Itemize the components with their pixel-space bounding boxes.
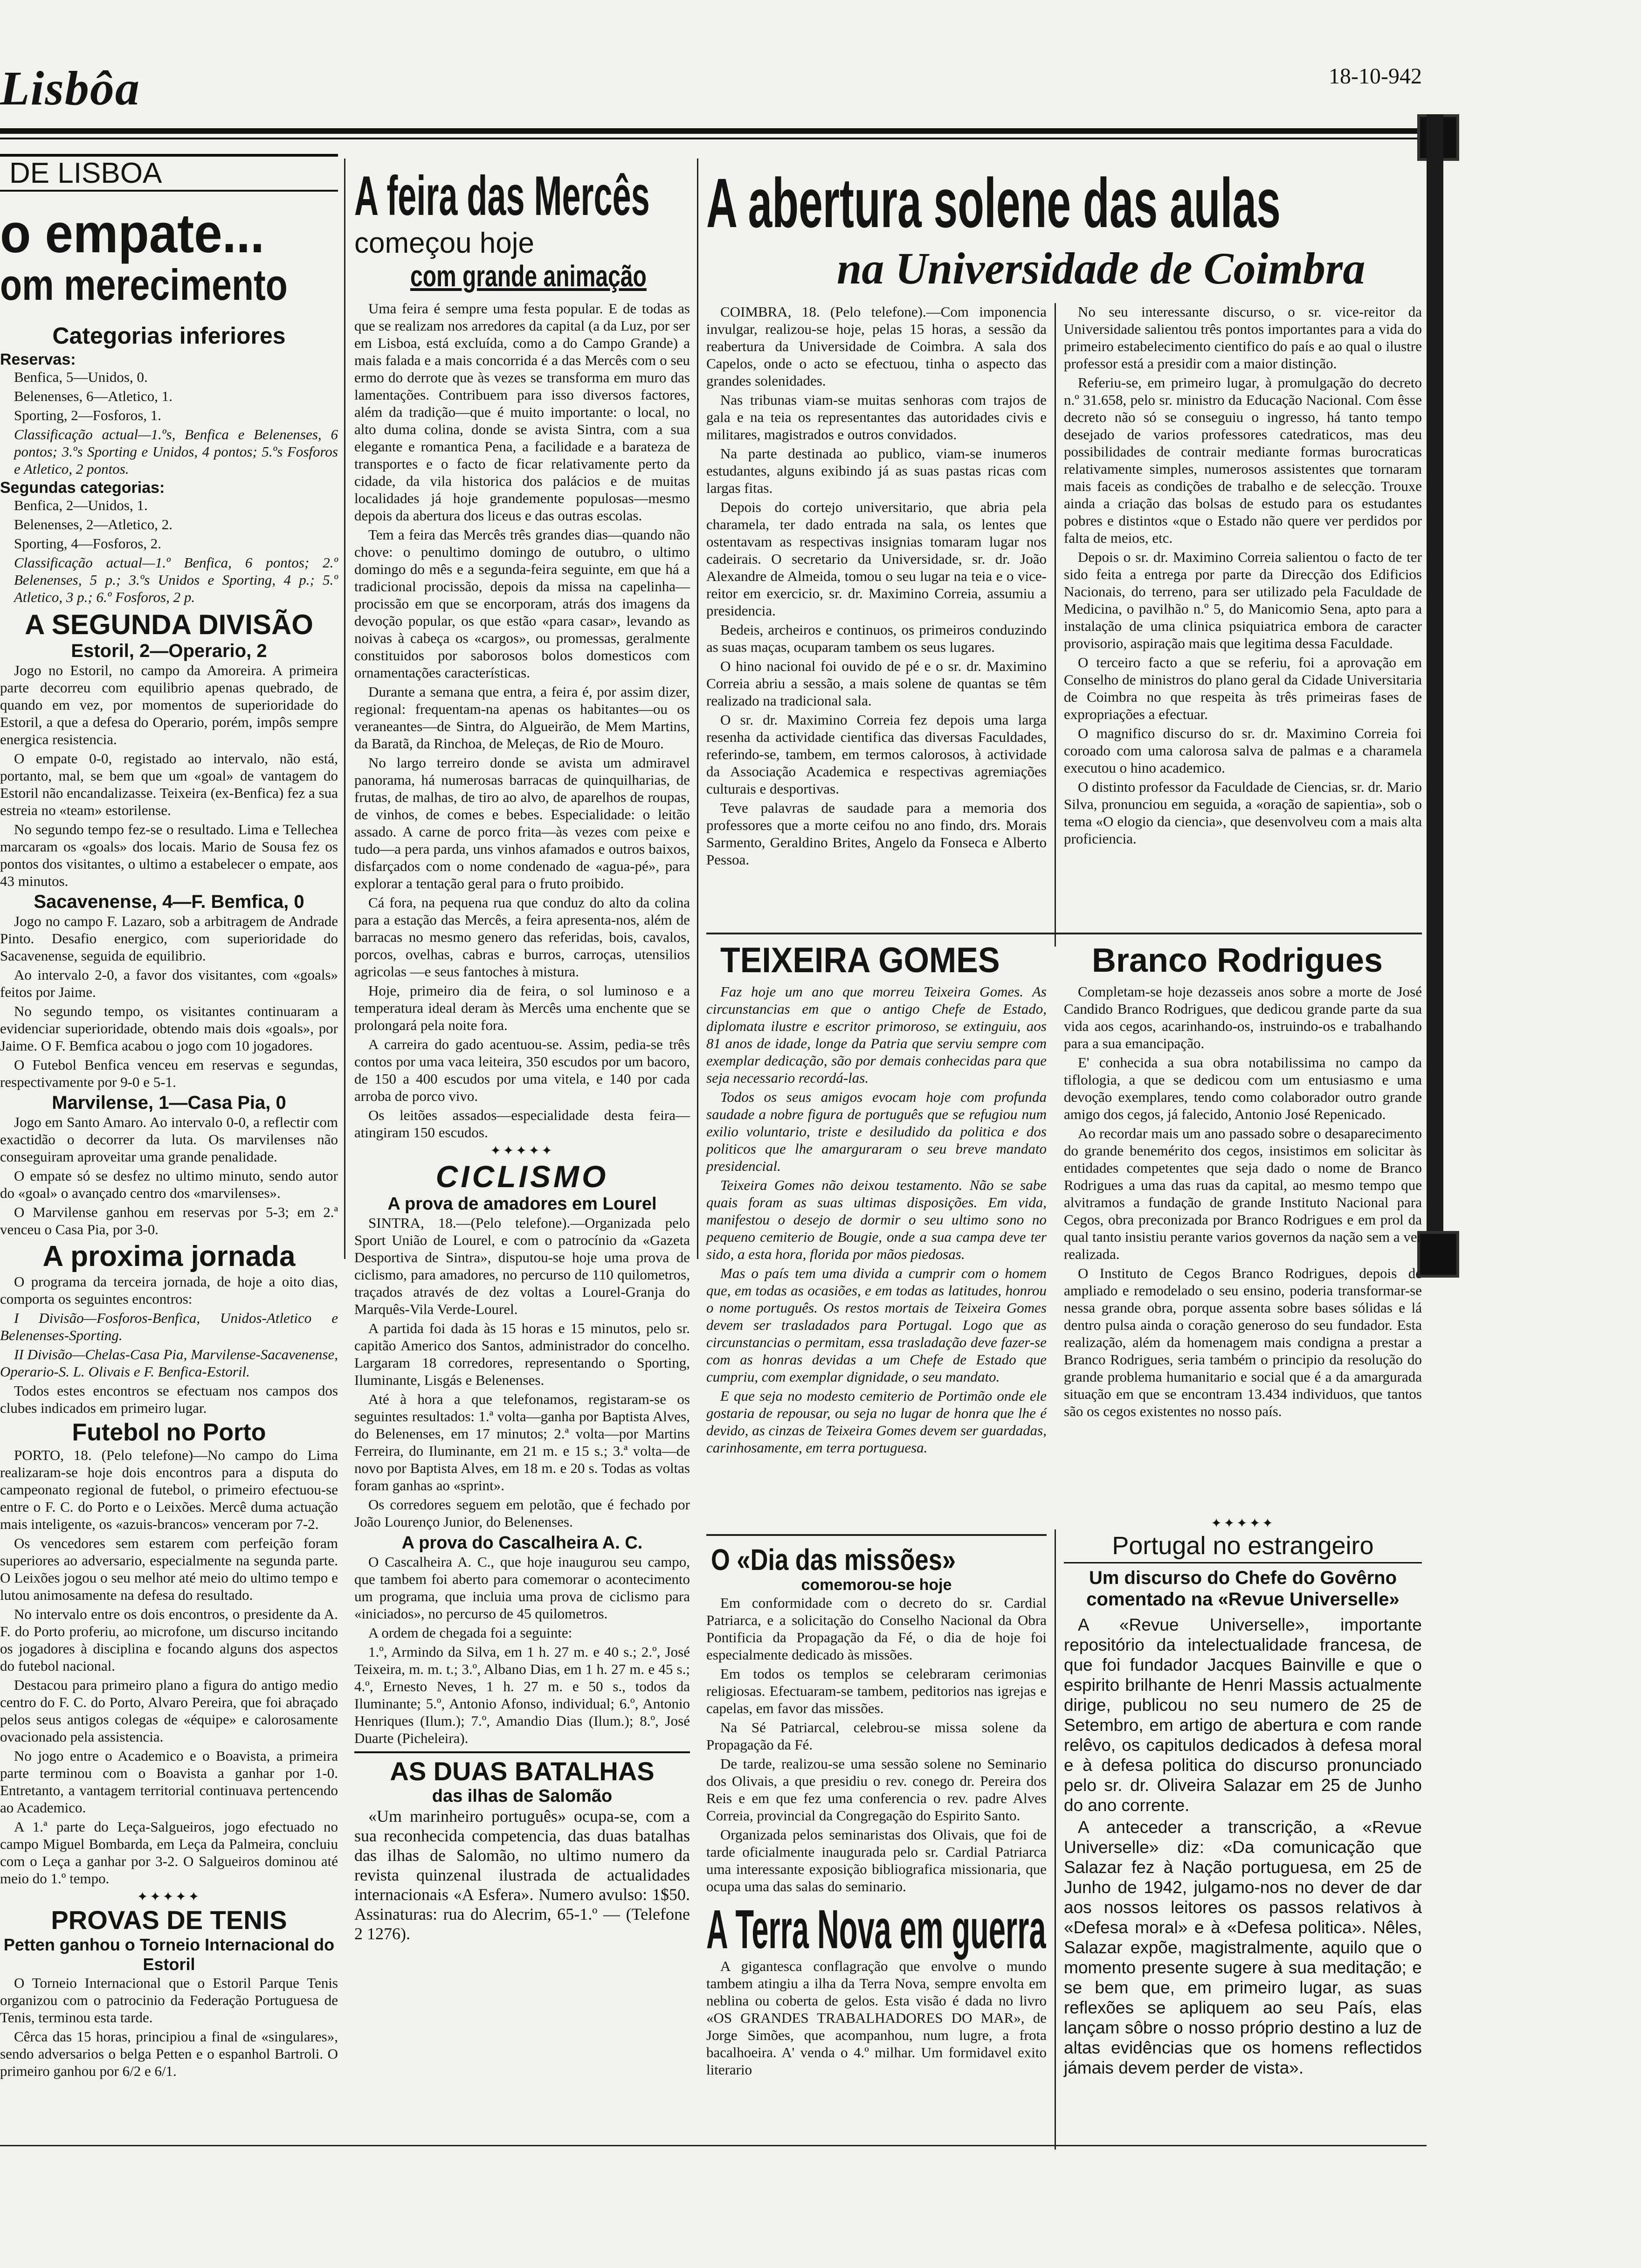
article-body — [706, 983, 1047, 1456]
paragraph: Mas o país tem uma divida a cumprir com o homem que, em todas as ocasiões, e em todas as latitudes, honrou o nome português. Os restos mortais de Teixeira Gomes devem ser trasladados para Portugal. Logo que as circunstancias o permitam, essa trasladação deve fazer-se com as honras devidas a um Chefe de Estado que cumpriu, com exemplar dignidade, o seu mandato. — [706, 1265, 1047, 1385]
paragraph: Referiu-se, em primeiro lugar, à promulgação do decreto n.º 31.658, pelo sr. ministro da Educação Nacional. Com êsse decreto não só se conseguiu o ingresso, há tanto tempo desejado de varios professores catedraticos, mas deu possibilidades de contrair mediante formas burocraticas relativamente simples, numerosos assistentes que tornaram mais faceis as condições de trabalho e de selecção. Trouxe ainda a criação das bolsas de estudo para os estudantes pobres e distintos «que o Estado não quere ver perdidos por falta de meios, etc. — [1064, 374, 1422, 546]
paragraph: A «Revue Universelle», importante repositório da intelectualidade francesa, de que foi fundador Jacques Bainville e que o espirito brilhante de Henri Massis actualmente dirige, publicou no seu numero de 25 de Setembro, em artigo de abertura e com rande relêvo, os capitulos dedicados à defesa moral e à defesa politica do discurso pronunciado pelo sr. dr. Oliveira Salazar em 25 de Junho do ano corrente. — [1064, 1615, 1422, 1815]
article-body — [0, 662, 338, 890]
ornament: ✦✦✦✦✦ — [1211, 1516, 1275, 1531]
paragraph: Todos estes encontros se efectuam nos campos dos clubes indicados em primeiro lugar. — [0, 1383, 338, 1416]
standings: Classificação actual—1.ºs, Benfica e Belenenses, 6 pontos; 3.ºs Sporting e Unidos, 4 pontos; 5.ºs Fosforos e Atletico, 2 pontos. — [14, 426, 338, 477]
subhead: A prova de amadores em Lourel — [387, 1194, 657, 1214]
paragraph: A gigantesca conflagração que envolve o mundo tambem atingiu a ilha da Terra Nova, sempre envolta em neblina ou coberta de gelos. Esta visão é dada no livro «OS GRANDES TRABALHADORES DO MAR», de Jorge Simões, que acompanhou, num lugre, a frota bacalhoeira. A' venda o 4.º milhar. Um formidavel exito literario — [706, 1958, 1047, 2078]
subhead: das ilhas de Salomão — [432, 1786, 613, 1806]
paragraph: A partida foi dada às 15 horas e 15 minutos, pelo sr. capitão Americo dos Santos, administrador do concelho. Largaram 18 corredores, representando o Sporting, Iluminante, Lisgás e Belenenses. — [354, 1320, 690, 1388]
page-edge-strip — [1427, 114, 1443, 1247]
issue-date: 18-10-942 — [1329, 64, 1422, 89]
standings: Classificação actual—1.º Benfica, 6 pontos; 2.º Belenenses, 5 p.; 3.ºs Unidos e Sporting, 4 p.; 5.º Atletico, 3 p.; 6.º Fosforos, 2 p. — [14, 554, 338, 605]
paragraph: Bedeis, archeiros e continuos, os primeiros conduzindo as suas maças, ocuparam tambem os seus lugares. — [706, 622, 1047, 655]
paragraph: No segundo tempo, os visitantes continuaram a evidenciar superioridade, obtendo mais dois «goals», por Jaime. O F. Bemfica acabou o jogo com 10 jogadores. — [0, 1003, 338, 1054]
newspaper-title: Lisbôa — [0, 62, 140, 115]
result-line: Benfica, 5—Unidos, 0. — [14, 369, 148, 385]
paragraph: O sr. dr. Maximino Correia fez depois uma larga resenha da actividade cientifica das diversas Faculdades, referindo-se, tambem, em termos calorosos, à actividade da Associação Academica e respectivas agremiações culturais e desportivas. — [706, 712, 1047, 797]
section-label: DE LISBOA — [0, 154, 338, 192]
paragraph: De tarde, realizou-se uma sessão solene no Seminario dos Olivais, a que presidiu o rev. conego dr. Pereira dos Reis e em que fez uma conferencia o rev. padre Alves Correia, provincial da Congregação do Espirito Santo. — [706, 1756, 1047, 1824]
article-body — [354, 300, 690, 1141]
paragraph: Os corredores seguem em pelotão, que é fechado por João Lourenço Junior, do Belenenses. — [354, 1496, 690, 1530]
paragraph: A ordem de chegada foi a seguinte: — [368, 1625, 572, 1641]
column-divider — [1055, 1529, 1056, 2150]
paragraph: Teve palavras de saudade para a memoria dos professores que a morte ceifou no ano findo, drs. Morais Sarmento, Geraldino Brites, Angelo da Fonseca e Alberto Pessoa. — [706, 800, 1047, 868]
paragraph: COIMBRA, 18. (Pelo telefone).—Com imponencia invulgar, realizou-se hoje, pelas 15 horas, a sessão da reabertura da Universidade de Coimbra. A sala dos Capelos, onde o acto se efectuou, tinha o aspecto das grandes solenidades. — [706, 304, 1047, 389]
paragraph: Uma feira é sempre uma festa popular. E de todas as que se realizam nos arredores da capital (a da Luz, por ser em Lisboa, está excluída, como a do Campo Grande) a mais falada e a mais concorrida é a das Mercês com o seu ermo do derrote que às vezes se transforma em muro das lamentações. Contribuem para isso diversos factores, além da tradição—que é muito importante: o local, no alto duma colina, donde se avista Sintra, com a sua elegante e romantica Pena, a facilidade e a barateza de transportes e o facto de ficar relativamente perto da cidade, da vila historica dos palácios e de muitas localidades já hoje grandemente populosas—mesmo depois da abertura dos liceus e das outras escolas. — [354, 300, 690, 524]
paragraph: Na Sé Patriarcal, celebrou-se missa solene da Propagação da Fé. — [706, 1719, 1047, 1753]
paragraph: Ao recordar mais um ano passado sobre o desaparecimento do grande benemérito dos cegos, insistimos em solicitar às entidades competentes que seja dado o nome de Branco Rodrigues a uma das ruas da capital, ao mesmo tempo que alvitramos a fundação de grande Instituto Nacional para Cegos, obra preconizada por Branco Rodrigues e em prol da qual tanto insistiu perante varios governos da nação sem a ver realizada. — [1064, 1125, 1422, 1262]
subhead: Um discurso do Chefe do Govêrno comentado na «Revue Universelle» — [1086, 1568, 1400, 1610]
headline: om merecimento — [0, 260, 288, 309]
branco-article — [1064, 942, 1422, 1422]
teixeira-article — [706, 942, 1047, 1458]
subhead: Petten ganhou o Torneio Internacional do Estoril — [3, 1935, 335, 1974]
paragraph: O programa da terceira jornada, de hoje a oito dias, comporta os seguintes encontros: — [0, 1273, 338, 1307]
result-line: Belenenses, 6—Atletico, 1. — [14, 388, 173, 404]
section-divider — [706, 1534, 1047, 1536]
paragraph: Tem a feira das Mercês três grandes dias—quando não chove: o penultimo domingo de outubro, o ultimo domingo do mês e a segunda-feira seguinte, em que há a tradicional procissão, depois da missa na capelinha—procissão em que se encorporam, atrás dos imagens da devoção popular, os que estão «para casar», levando as noivas à cabeça os «cargos», ou promessas, geralmente constituidos por saborosos bolos domesticos com ornamentações características. — [354, 526, 690, 681]
subhead: começou hoje — [354, 227, 535, 259]
headline: TEIXEIRA GOMES — [720, 940, 1000, 980]
results-block — [0, 351, 338, 606]
masthead-rule-thin — [0, 138, 1427, 139]
paragraph: Depois o sr. dr. Maximino Correia salientou o facto de ter sido feita a entrega por parte da Direcção dos Edificios Nacionais, do terreno, para ser utilizado pela Faculdade de Medicina, o pavilhão n.º 5, do Manicomio Sena, apto para a instalação de uma clinica psiquiatrica embora de caracter provisorio, aspiração mais que legitima dessa Faculdade. — [1064, 549, 1422, 651]
article-body — [1064, 983, 1422, 1420]
subhead: PROVAS DE TENIS — [51, 1905, 287, 1935]
column-divider — [344, 159, 345, 1259]
subhead: com grande animação — [410, 259, 647, 293]
headline: A abertura solene das aulas — [706, 164, 1281, 242]
paragraph: Cá fora, na pequena rua que conduz do alto da colina para a estação das Mercês, a feira apresenta-nos, além de barracas no mesmo genero das referidas, bois, cavalos, porcos, ovelhas, cabras e burros, carroças, utensilios agricolas —e seus fantoches à mistura. — [354, 894, 690, 980]
subhead: A prova do Cascalheira A. C. — [401, 1533, 643, 1553]
paragraph: O Futebol Benfica venceu em reservas e segundas, respectivamente por 9-0 e 5-1. — [0, 1057, 338, 1090]
paragraph: No jogo entre o Academico e o Boavista, a primeira parte terminou com o Boavista a ganhar por 1-0. Entretanto, a vantagem territorial continuava pertencendo ao Academico. — [0, 1748, 338, 1816]
result-line: Benfica, 2—Unidos, 1. — [14, 497, 148, 513]
subhead: na Universidade de Coimbra — [837, 243, 1365, 293]
subhead: AS DUAS BATALHAS — [354, 1751, 690, 1786]
paragraph: Jogo no Estoril, no campo da Amoreira. A primeira parte decorreu com equilibrio apenas quebrado, de quando em vez, por momentos de superioridade do Estoril, a que a defesa do Operario, porém, impôs sempre energica resistencia. — [0, 662, 338, 747]
paragraph: Na parte destinada ao publico, viam-se inumeros estudantes, alguns exibindo já as suas pastas ricas com largas fitas. — [706, 445, 1047, 496]
paragraph: «Um marinheiro português» ocupa-se, com a sua reconhecida competencia, das duas batalhas das ilhas de Salomão, no ultimo numero da revista quinzenal ilustrada de actualidades internacionais «A Esfera». Numero avulso: 1$50. Assinaturas: rua do Alecrim, 65-1.º — (Telefone 2 1276). — [354, 1807, 690, 1943]
paragraph: O distinto professor da Faculdade de Ciencias, sr. dr. Mario Silva, pronunciou em seguida, a «oração de sapientia», sob o tema «O elogio da ciencia», que desenvolveu com a mais alta proficiencia. — [1064, 779, 1422, 847]
paragraph: O empate só se desfez no ultimo minuto, sendo autor do «goal» o avançado centro dos «marvilenses». — [0, 1168, 338, 1201]
paragraph: No seu interessante discurso, o sr. vice-reitor da Universidade salientou três pontos importantes para a vida do primeiro estabelecimento cientifico do país e ao qual o ilustre professor está a presidir com a maior distinção. — [1064, 304, 1422, 372]
article-body — [354, 1553, 690, 1747]
column-sports — [0, 154, 338, 2081]
column-divider — [1055, 303, 1056, 947]
article-body — [1064, 303, 1422, 847]
paragraph: O hino nacional foi ouvido de pé e o sr. dr. Maximino Correia abriu a sessão, a mais solene de quantas se têm realizado na tradicional sala. — [706, 658, 1047, 709]
paragraph: Em todos os templos se celebraram cerimonias religiosas. Efectuaram-se tambem, peditorios nas igrejas e capelas, em favor das missões. — [706, 1666, 1047, 1716]
column-divider — [697, 159, 698, 1259]
headline: A feira das Mercês — [354, 165, 650, 227]
paragraph: 1.º, Armindo da Silva, em 1 h. 27 m. e 40 s.; 2.º, José Teixeira, m. m. t.; 3.º, Albano Dias, em 1 h. 27 m. e 45 s.; 4.º, Ernesto Neves, 1 h. 27 m. e 50 s., todos da Iluminante; 5.º, Antonio Afonso, individual; 6.º, Antonio Henriques (Ilum.); 7.º, Amandio Dias (Ilum.); 8.º, José Duarte (Picheleira). — [354, 1644, 690, 1746]
subhead: Futebol no Porto — [72, 1419, 266, 1446]
paragraph: O Cascalheira A. C., que hoje inaugurou seu campo, que tambem foi aberto para comemorar o acontecimento um programa, que incluia uma prova de ciclismo para «iniciados», no percurso de 45 quilometros. — [354, 1554, 690, 1622]
paragraph: Jogo no campo F. Lazaro, sob a arbitragem de Andrade Pinto. Desafio energico, com superioridade do Sacavenense, seguida de equilibrio. — [0, 913, 338, 964]
missoes-article — [706, 1543, 1047, 2080]
headline: O «Dia das missões» — [711, 1543, 956, 1577]
paragraph: Destacou para primeiro plano a figura do antigo medio centro do F. C. do Porto, Alvaro Pereira, que foi abraçado pelos seus antigos colegas de «équipe» e calorosamente ovacionado pela assistencia. — [0, 1677, 338, 1745]
result-line: Belenenses, 2—Atletico, 2. — [14, 516, 173, 532]
article-body — [0, 1273, 338, 1417]
paragraph: PORTO, 18. (Pelo telefone)—No campo do Lima realizaram-se hoje dois encontros para a disputa do campeonato regional de futebol, o primeiro efectuou-se entre o F. C. do Porto e o Leixões. Mercê duma actuação mais inteligente, os «azuis-brancos» venceram por 7-2. — [0, 1447, 338, 1532]
paragraph: Jogo em Santo Amaro. Ao intervalo 0-0, a reflectir com exactidão o decorrer da luta. Os marvilenses não conseguiram aproveitar uma grande penalidade. — [0, 1114, 338, 1165]
match-head: Marvilense, 1—Casa Pia, 0 — [52, 1093, 286, 1113]
paragraph: E' conhecida a sua obra notabilissima no campo da tiflologia, a que se dedicou com um entusiasmo e uma devoção exemplares, tendo como colaborador outro grande amigo dos cegos, já falecido, Antonio José Repenicado. — [1064, 1054, 1422, 1122]
paragraph: I Divisão—Fosforos-Benfica, Unidos-Atletico e Belenenses-Sporting. — [0, 1310, 338, 1343]
article-body — [1064, 1615, 1422, 2078]
coimbra-text-left — [706, 303, 1047, 870]
article-body — [0, 1446, 338, 1887]
paragraph: O Marvilense ganhou em reservas por 5-3; em 2.ª venceu o Casa Pia, por 3-0. — [0, 1204, 338, 1238]
paragraph: Em conformidade com o decreto do sr. Cardial Patriarca, e a solicitação do Conselho Nacional da Obra Pontificia da Propagação da Fé, o dia de hoje foi especialmente dedicado às missões. — [706, 1595, 1047, 1663]
subhead: A SEGUNDA DIVISÃO — [25, 609, 313, 640]
paragraph: Ao intervalo 2-0, a favor dos visitantes, com «goals» feitos por Jaime. — [0, 967, 338, 1000]
paragraph: No intervalo entre os dois encontros, o presidente da A. F. do Porto proferiu, ao microfone, um discurso incitando os jogadores à disciplina e focando alguns dos aspectos do futebol nacional. — [0, 1606, 338, 1674]
subhead: comemorou-se hoje — [801, 1576, 952, 1594]
portugal-article — [1064, 1515, 1422, 2080]
article-body — [706, 303, 1047, 868]
subhead: Segundas categorias: — [0, 479, 165, 497]
page-bottom-rule — [0, 2145, 1427, 2146]
paragraph: Cêrca das 15 horas, principiou a final de «singulares», sendo adversarios o belga Petten e o espanhol Bartroli. O primeiro ganhou por 6/2 e 6/1. — [0, 2028, 338, 2079]
paragraph: Até à hora a que telefonamos, registaram-se os seguintes resultados: 1.ª volta—ganha por Baptista Alves, do Belenenses, em 17 minutos; 2.ª volta—por Martins Ferreira, do Iluminante, em 21 m. e 15 s.; 3.ª volta—de novo por Baptista Alves, em 18 m. e 20 s. Todas as voltas foram ganhas ao «sprint». — [354, 1391, 690, 1494]
edge-marker — [1417, 1231, 1459, 1278]
coimbra-text-right — [1064, 303, 1422, 849]
ornament: ✦✦✦✦✦ — [137, 1890, 201, 1904]
article-body — [0, 913, 338, 1091]
paragraph: No largo terreiro donde se avista um admiravel panorama, há numerosas barracas de quinquilharias, de frutas, de malhas, de tiro ao alvo, de aparelhos de roupas, de vinhos, de comes e bebes. Especialidade: o leitão assado. A carne de porco frita—às vezes com peixe e tudo—a pera parda, uns vinhos afamados e outros baixos, disfarçados com o nome condenado de «agua-pé», para explorar a tentação geral para o fruto proibido. — [354, 754, 690, 892]
paragraph: Todos os seus amigos evocam hoje com profunda saudade a nobre figura de português que se refugiou num exilio voluntario, triste e desiludido da politica e dos politicos que lhe amarguraram o seu breve mandato presidencial. — [706, 1089, 1047, 1174]
result-line: Sporting, 4—Fosforos, 2. — [14, 535, 162, 552]
paragraph: O magnifico discurso do sr. dr. Maximino Correia foi coroado com uma calorosa salva de palmas e a charamela executou o hino academico. — [1064, 725, 1422, 776]
subhead: Reservas: — [0, 351, 76, 368]
paragraph: No segundo tempo fez-se o resultado. Lima e Tellechea marcaram os «goals» dos locais. Mario de Sousa fez os pontos dos visitantes, o ultimo a estabelecer o empate, aos 43 minutos. — [0, 821, 338, 889]
paragraph: Faz hoje um ano que morreu Teixeira Gomes. As circunstancias em que o antigo Chefe de Estado, diplomata ilustre e escritor primoroso, se extinguiu, aos 81 anos de idade, longe da Patria que serviu sempre com exemplar dedicação, são por demais conhecidas para que seja necessario recordá-las. — [706, 983, 1047, 1086]
paragraph: A carreira do gado acentuou-se. Assim, pedia-se três contos por uma vaca leiteira, 350 escudos por um bacoro, de 150 a 400 escudos por uma vitela, e 140 por cada arroba de porco vivo. — [354, 1036, 690, 1104]
paragraph: Nas tribunas viam-se muitas senhoras com trajos de gala e na teia os representantes das autoridades civis e militares, magistrados e outros convidados. — [706, 392, 1047, 443]
headline: o empate... — [0, 203, 265, 264]
paragraph: Organizada pelos seminaristas dos Olivais, que foi de tarde oficialmente inaugurada pelo sr. Cardial Patriarca uma interessante exposição bibliografica missionaria, que ocupa uma das salas do seminario. — [706, 1826, 1047, 1895]
article-body — [0, 1974, 338, 2080]
subhead: A proxima jornada — [42, 1240, 296, 1272]
section-divider — [706, 933, 1422, 934]
article-body — [706, 1594, 1047, 1895]
paragraph: O Torneio Internacional que o Estoril Parque Tenis organizou com o patrocinio da Federação Portuguesa de Tenis, terminou esta tarde. — [0, 1975, 338, 2026]
article-body — [0, 1113, 338, 1238]
paragraph: O terceiro facto a que se referiu, foi a aprovação em Conselho de ministros do plano geral da Cidade Universitaria de Coimbra no que respeita às três primeiras fases de expropriações a efectuar. — [1064, 654, 1422, 722]
paragraph: O Instituto de Cegos Branco Rodrigues, depois de ampliado e remodelado o seu ensino, poderia transformar-se nessa grande obra, porque assenta sobre bases sólidas e lá dentro pulsa ainda o coração generoso do seu fundador. Esta realização, além da homenagem mais condigna a prestar a Branco Rodrigues, seria também o principio da resolução do grande problema humanitario e social que é a da amargurada situação em que se encontram 13.434 individuos, que tantos são os cegos existentes no nosso país. — [1064, 1265, 1422, 1419]
paragraph: A anteceder a transcrição, a «Revue Universelle» diz: «Da comunicação que Salazar fez à Nação portuguesa, em 25 de Junho de 1942, julgamo-nos no dever de dar aos nossos leitores os passos relativos à «Defesa moral» e à «Defesa politica». Nêles, Salazar expõe, magistralmente, aquilo que o momento presente sugere à sua meditação; e se bem que, em primeiro lugar, as suas reflexões se apliquem ao seu País, elas lançam sôbre o nosso próprio destino a luz de altas evidências que os homens reflectidos jámais devem perder de vista». — [1064, 1818, 1422, 2077]
paragraph: II Divisão—Chelas-Casa Pia, Marvilense-Sacavenense, Operario-S. L. Olivais e F. Benfica-Estoril. — [0, 1346, 338, 1380]
paragraph: A 1.ª parte do Leça-Salgueiros, jogo efectuado no campo Miguel Bombarda, em Leça da Palmeira, concluiu com o Leça a ganhar por 3-2. O Salgueiros dominou até meio do 1.º tempo. — [0, 1819, 338, 1887]
match-head: Estoril, 2—Operario, 2 — [71, 641, 267, 661]
paragraph: Teixeira Gomes não deixou testamento. Não se sabe quais foram as suas ultimas disposições. Em vida, manifestou o desejo de dormir o seu ultimo sono no pequeno cemiterio de Bougie, onde a sua campa deve ter sido, a esta hora, florida por mãos piedosas. — [706, 1177, 1047, 1262]
masthead-rule — [0, 128, 1427, 134]
headline: A Terra Nova em guerra — [706, 1899, 1046, 1960]
column-coimbra — [706, 164, 1422, 294]
paragraph: Durante a semana que entra, a feira é, por assim dizer, regional: frequentam-na apenas os habitantes—ou os veraneantes—de Sintra, do Algueirão, de Mem Martins, da Baratã, da Rinchoa, de Meleças, de Rio de Mouro. — [354, 684, 690, 752]
article-body — [354, 1214, 690, 1530]
paragraph: Os leitões assados—especialidade desta feira—atingiram 150 escudos. — [354, 1107, 690, 1141]
paragraph: SINTRA, 18.—(Pelo telefone).—Organizada pelo Sport União de Lourel, e com o patrocínio da «Gazeta Desportiva de Sintra», disputou-se hoje uma prova de ciclismo, para amadores, no percurso de 110 quilometros, traçados através de dez voltas a Lourel-Granja do Marquês-Vila Verde-Lourel. — [354, 1215, 690, 1317]
article-body — [706, 1957, 1047, 2078]
paragraph: O empate 0-0, registado ao intervalo, não está, portanto, mal, se bem que um «goal» de vantagem do Estoril não encandalizasse. Teixeira (ex-Benfica) fez a sua estreia no «team» estorilense. — [0, 750, 338, 818]
ornament: ✦✦✦✦✦ — [490, 1144, 554, 1158]
headline: Branco Rodrigues — [1092, 942, 1383, 979]
result-line: Sporting, 2—Fosforos, 1. — [14, 407, 162, 423]
paragraph: Completam-se hoje dezasseis anos sobre a morte de José Candido Branco Rodrigues, que dedicou grande parte da sua vida aos cegos, acarinhando-os, instruindo-os e trabalhando para a sua emancipação. — [1064, 983, 1422, 1051]
headline: Portugal no estrangeiro — [1064, 1531, 1422, 1563]
masthead — [0, 42, 1641, 135]
paragraph: E que seja no modesto cemiterio de Portimão onde ele gostaria de repousar, ou seja no lugar de honra que lhe é devido, as cinzas de Teixeira Gomes devem ser guardadas, carinhosamente, em terra portuguesa. — [706, 1388, 1047, 1456]
match-head: Sacavenense, 4—F. Bemfica, 0 — [34, 892, 304, 912]
column-feira — [354, 165, 690, 1945]
paragraph: Os vencedores sem estarem com perfeição foram superiores ao adversario, especialmente na segunda parte. O Leixões jogou o seu melhor até meio do ultimo tempo e lutou animosamente na defesa do resultado. — [0, 1535, 338, 1603]
subhead: Categorias inferiores — [52, 323, 286, 349]
section-label: CICLISMO — [435, 1159, 609, 1194]
paragraph: Hoje, primeiro dia de feira, o sol luminoso e a temperatura ideal deram às Mercês uma enchente que se prolongará pela noite fora. — [354, 982, 690, 1033]
article-body — [354, 1806, 690, 1943]
paragraph: Depois do cortejo universitario, que abria pela charamela, ter dado entrada na sala, os lentes que ostentavam as respectivas insignias tomaram lugar nos cadeirais. O secretario da Universidade, sr. dr. João Alexandre de Almeida, tomou o seu lugar na teia e o vice-reitor em exercicio, sr. dr. Maximino Correia, assumiu a presidencia. — [706, 499, 1047, 619]
